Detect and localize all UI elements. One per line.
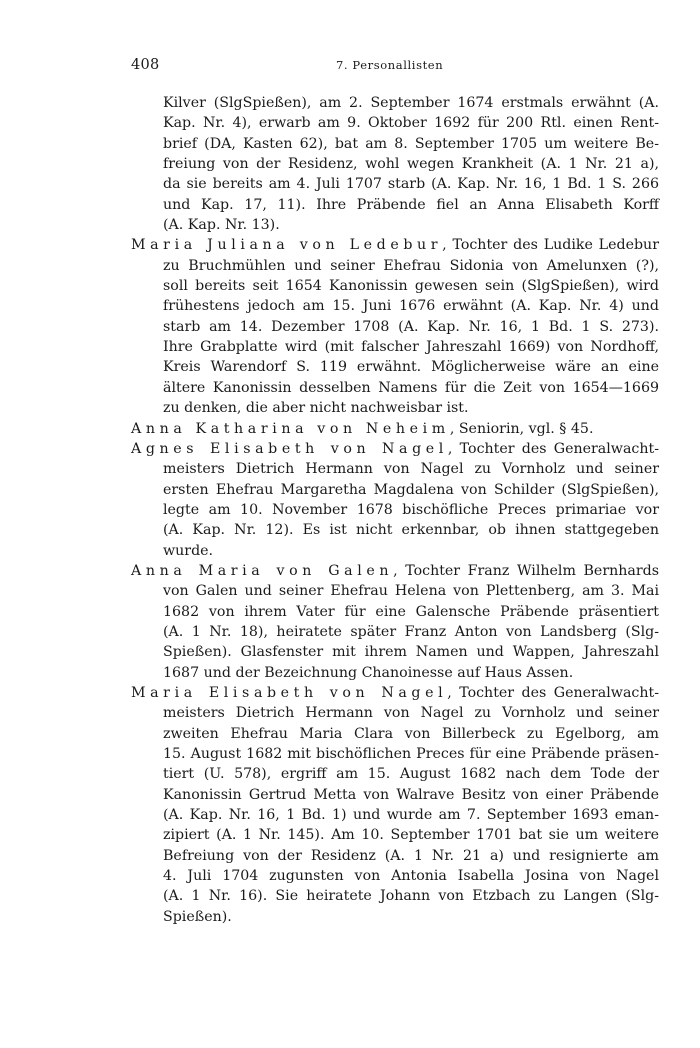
entry-text-line: ersten Ehefrau Margaretha Magdalena von Schilder (SlgSpießen), [163, 481, 659, 498]
entry-text-line: Kreis Warendorf S. 119 erwähnt. Möglicherweise wäre an eine [163, 359, 659, 376]
running-header [131, 57, 659, 77]
entry-text-line: Befreiung von der Residenz (A. 1 Nr. 21 a) und resignierte am [163, 847, 659, 864]
person-name: Agnes Elisabeth von Nagel [131, 440, 448, 457]
entry-text-line: (A. 1 Nr. 16). Sie heiratete Johann von Etzbach zu Langen (Slg- [163, 888, 659, 905]
entry-text-line: Kilver (SlgSpießen), am 2. September 1674 erstmals erwähnt (A. [163, 95, 659, 111]
entry-text-line: soll bereits seit 1654 Kanonissin gewesen sein (SlgSpießen), wird [163, 278, 659, 295]
person-name: Maria Elisabeth von Nagel [131, 684, 448, 701]
entry-text-line: freiung von der Residenz, wohl wegen Krankheit (A. 1 Nr. 21 a), [163, 156, 659, 173]
entry-text-line: brief (DA, Kasten 62), bat am 8. September 1705 um weitere Be- [163, 135, 659, 152]
entry-text-line: meisters Dietrich Hermann von Nagel zu Vornholz und seiner [163, 461, 659, 478]
entry-text-line: Kanonissin Gertrud Metta von Walrave Besitz von einer Präbende [163, 786, 659, 803]
entry-text-line: zu Bruchmühlen und seiner Ehefrau Sidonia von Amelunxen (?), [163, 257, 659, 274]
entry-heading-rest: , Tochter Franz Wilhelm Bernhards [393, 562, 659, 579]
entry-text-line: ältere Kanonissin desselben Namens für die Zeit von 1654—1669 [163, 379, 659, 396]
entry-heading-rest: , Tochter des Ludike Ledebur [442, 237, 659, 254]
register-entry [131, 235, 659, 418]
entry-text-line: meisters Dietrich Hermann von Nagel zu Vornholz und seiner [163, 705, 659, 722]
register-entry [131, 683, 659, 927]
person-name: Anna Maria von Galen [131, 562, 394, 579]
person-name: Anna Katharina von Neheim [131, 420, 450, 437]
chapter-title: 7. Personallisten [336, 58, 444, 72]
entry-text-line: Ihre Grabplatte wird (mit falscher Jahreszahl 1669) von Nordhoff, [163, 339, 659, 356]
entry-text-line: Kap. Nr. 4), erwarb am 9. Oktober 1692 für 200 Rtl. einen Rent- [163, 115, 659, 132]
entry-text-line: tiert (U. 578), ergriff am 15. August 1682 nach dem Tode der [163, 766, 659, 783]
body-text [131, 93, 659, 927]
entry-text-line: 1682 von ihrem Vater für eine Galensche Präbende präsentiert [163, 603, 659, 620]
entry-text-line: (A. Kap. Nr. 13). [163, 217, 280, 234]
entry-text-line: zipiert (A. 1 Nr. 145). Am 10. September 1701 bat sie um weitere [163, 827, 659, 844]
entry-text-line: (A. Kap. Nr. 16, 1 Bd. 1) und wurde am 7. September 1693 eman- [163, 807, 659, 824]
entry-heading-line [131, 561, 659, 581]
entry-text-line: von Galen und seiner Ehefrau Helena von Plettenberg, am 3. Mai [163, 583, 659, 600]
entry-text-line: (A. 1 Nr. 18), heiratete später Franz Anton von Landsberg (Slg- [163, 623, 659, 640]
entry-text-line: (A. Kap. Nr. 12). Es ist nicht erkennbar, ob ihnen stattgegeben [163, 522, 659, 539]
person-name: Maria Juliana von Ledebur [131, 237, 443, 254]
entry-heading-line [131, 419, 659, 439]
page-number: 408 [131, 57, 160, 73]
register-entry [131, 419, 659, 439]
entry-heading-line [131, 439, 659, 459]
register-entry [131, 561, 659, 683]
entry-heading-rest: , Tochter des Generalwacht- [447, 440, 659, 457]
register-entry [131, 439, 659, 561]
entry-text-line: zweiten Ehefrau Maria Clara von Billerbeck zu Egelborg, am [163, 725, 659, 742]
entry-heading-rest: , Seniorin, vgl. § 45. [449, 420, 594, 437]
entry-text-line: Spießen). [163, 908, 232, 925]
entry-text-line: legte am 10. November 1678 bischöfliche Preces primariae vor [163, 501, 659, 518]
entry-text-line: wurde. [163, 542, 214, 559]
register-entry [131, 93, 659, 235]
entry-heading-rest: , Tochter des Generalwacht- [447, 684, 659, 701]
entry-text-line: Spießen). Glasfenster mit ihrem Namen und Wappen, Jahreszahl [163, 644, 659, 661]
entry-heading-line [131, 235, 659, 255]
entry-text-line: 1687 und der Bezeichnung Chanoinesse auf Haus Assen. [163, 664, 574, 681]
entry-text-line: starb am 14. Dezember 1708 (A. Kap. Nr. 16, 1 Bd. 1 S. 273). [163, 318, 659, 335]
entry-text-line: und Kap. 17, 11). Ihre Präbende fiel an Anna Elisabeth Korff [163, 196, 659, 213]
entry-text-line: frühestens jedoch am 15. Juni 1676 erwähnt (A. Kap. Nr. 4) und [163, 298, 659, 315]
entry-heading-line [131, 683, 659, 703]
entry-text-line: 15. August 1682 mit bischöflichen Preces für eine Präbende präsen- [163, 746, 659, 762]
entry-text-line: 4. Juli 1704 zugunsten von Antonia Isabella Josina von Nagel [163, 868, 659, 885]
entry-text-line: zu denken, die aber nicht nachweisbar ist. [163, 400, 469, 417]
entry-text-line: da sie bereits am 4. Juli 1707 starb (A. Kap. Nr. 16, 1 Bd. 1 S. 266 [163, 176, 659, 193]
